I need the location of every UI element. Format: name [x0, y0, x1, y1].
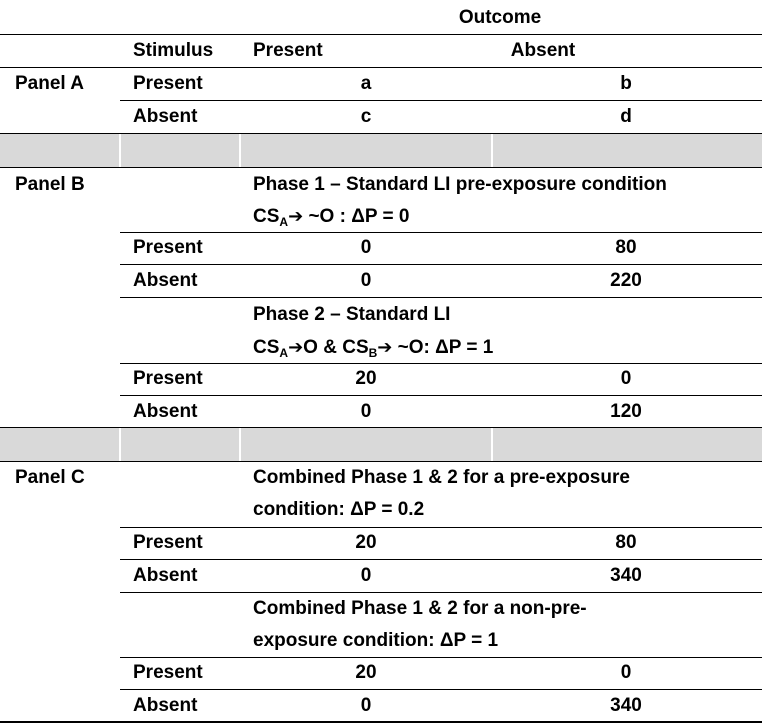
- block1-row1-present: 20: [355, 532, 377, 553]
- combined-preexposure-line2: condition: ΔP = 0.2: [253, 499, 425, 520]
- stimulus-header: Stimulus: [133, 40, 214, 61]
- combined-preexposure-line1: Combined Phase 1 & 2 for a pre-exposure: [253, 467, 630, 488]
- combined-nonpreexposure-line1: Combined Phase 1 & 2 for a non-pre-: [253, 598, 587, 619]
- block2-row2-present: 0: [360, 695, 372, 716]
- outcome-header: Outcome: [458, 7, 542, 28]
- rule-c3: [120, 592, 762, 593]
- phase1-row1-absent: 80: [615, 237, 637, 258]
- block1-row2-present: 0: [360, 565, 372, 586]
- rule-b5: [120, 395, 762, 396]
- panel-c-label: Panel C: [15, 467, 85, 488]
- panel-a-row2-absent: d: [620, 106, 632, 127]
- rule-c1: [120, 527, 762, 528]
- rule-b2: [120, 264, 762, 265]
- phase2-row2-absent: 120: [610, 401, 642, 422]
- phase2-row2-present: 0: [360, 401, 372, 422]
- phase1-row2-stimulus: Absent: [133, 270, 198, 291]
- rule-spacer-2: [0, 461, 762, 462]
- spacer-row-2: [0, 428, 762, 461]
- phase1-row1-present: 0: [360, 237, 372, 258]
- panel-a-label: Panel A: [15, 73, 84, 94]
- phase1-row2-present: 0: [360, 270, 372, 291]
- panel-a-row2-stimulus: Absent: [133, 106, 198, 127]
- block2-row1-absent: 0: [620, 662, 632, 683]
- rule-c5: [120, 689, 762, 690]
- phase2-title: Phase 2 – Standard LI: [253, 304, 451, 325]
- phase2-row2-stimulus: Absent: [133, 401, 198, 422]
- phase1-row1-stimulus: Present: [133, 237, 203, 258]
- rule-c2: [120, 559, 762, 560]
- rule-top: [0, 34, 762, 35]
- rule-a1: [120, 100, 762, 101]
- phase2-formula: $CS_A➔O$ & $CS_B➔$ ~O: ΔP = 1: [253, 337, 494, 360]
- phase1-formula: $CS_A➔$ ~O : ΔP = 0: [253, 206, 410, 229]
- panel-a-row1-stimulus: Present: [133, 73, 203, 94]
- rule-b3: [120, 297, 762, 298]
- panel-a-row1-present: a: [360, 73, 372, 94]
- block2-row1-stimulus: Present: [133, 662, 203, 683]
- rule-b1: [120, 232, 762, 233]
- panel-b-label: Panel B: [15, 174, 85, 195]
- rule-spacer-1: [0, 167, 762, 168]
- panel-a-row1-absent: b: [620, 73, 632, 94]
- block2-row2-stimulus: Absent: [133, 695, 198, 716]
- rule-bottom: [0, 721, 762, 723]
- combined-nonpreexposure-line2: exposure condition: ΔP = 1: [253, 630, 499, 651]
- present-header: Present: [253, 40, 323, 61]
- phase2-row1-present: 20: [355, 368, 377, 389]
- rule-c4: [120, 657, 762, 658]
- block2-row2-absent: 340: [610, 695, 642, 716]
- block1-row2-absent: 340: [610, 565, 642, 586]
- phase2-row1-stimulus: Present: [133, 368, 203, 389]
- block1-row1-stimulus: Present: [133, 532, 203, 553]
- block2-row1-present: 20: [355, 662, 377, 683]
- absent-header: Absent: [510, 40, 576, 61]
- rule-header: [0, 67, 762, 68]
- phase1-title: Phase 1 – Standard LI pre-exposure condition: [253, 174, 667, 195]
- block1-row2-stimulus: Absent: [133, 565, 198, 586]
- spacer-row-1: [0, 134, 762, 167]
- phase2-row1-absent: 0: [620, 368, 632, 389]
- block1-row1-absent: 80: [615, 532, 637, 553]
- rule-b4: [120, 363, 762, 364]
- phase1-row2-absent: 220: [610, 270, 642, 291]
- panel-a-row2-present: c: [360, 106, 372, 127]
